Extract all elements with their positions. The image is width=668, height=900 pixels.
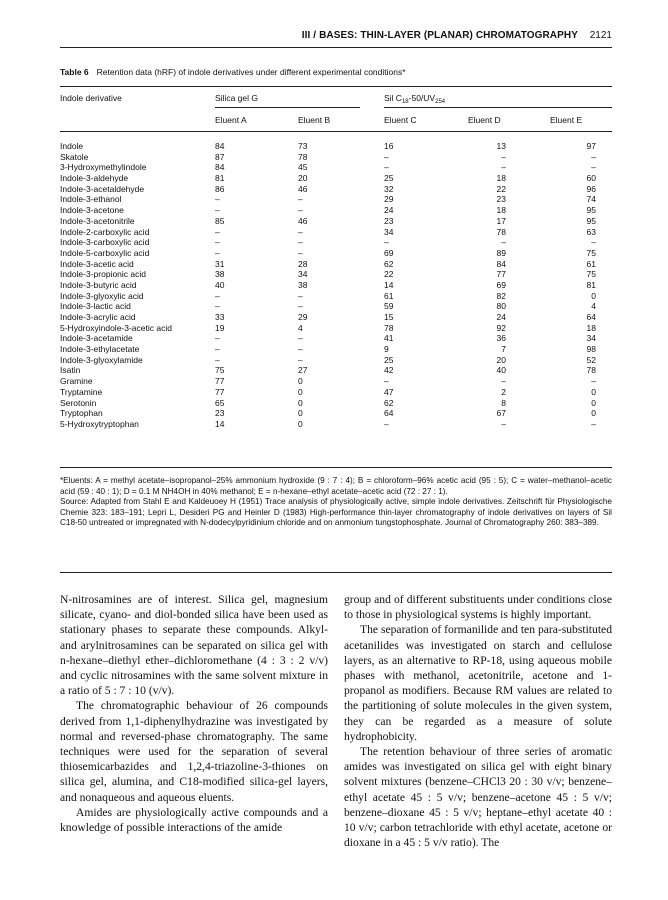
cell-eluent-d: 69: [496, 279, 506, 290]
cell-eluent-c: 25: [384, 173, 394, 184]
cell-eluent-d: 8: [501, 397, 506, 408]
table-row: [60, 398, 612, 409]
footnote-eluents: *Eluents: A = methyl acetate–isopropanol–25% ammonium hydroxide (9 : 7 : 4); B = chloroform–96% acetic acid (95 : 5); C = water–methanol–acetic acid (59 : 40 : 1); D = 0.1 M NH4OH in 40% methanol; E = n-hexane–ethyl acetate–acetic acid (72 : 27 : 1).: [60, 476, 612, 496]
cell-eluent-b: 73: [298, 141, 308, 151]
table-caption-text: Retention data (hRF) of indole derivatives under different experimental conditions*: [96, 67, 406, 77]
cell-eluent-b: 28: [298, 258, 308, 269]
cell-eluent-e: 0: [591, 290, 596, 301]
table-row: [60, 173, 612, 184]
cell-eluent-a: –: [215, 344, 220, 355]
table-row: [60, 312, 612, 323]
cell-eluent-e: 4: [591, 301, 596, 312]
running-header-title: III / BASES: THIN-LAYER (PLANAR) CHROMATOGRAPHY: [301, 30, 578, 41]
cell-eluent-a: 40: [215, 279, 225, 290]
cell-eluent-a: 86: [215, 183, 225, 194]
cell-eluent-a: 65: [215, 397, 225, 408]
cell-eluent-d: –: [501, 162, 506, 173]
cell-indole-name: Indole-3-aldehyde: [60, 173, 129, 184]
table-row: [60, 248, 612, 259]
cell-eluent-c: 32: [384, 183, 394, 194]
cell-eluent-b: 27: [298, 365, 308, 376]
cell-eluent-c: 64: [384, 408, 394, 419]
cell-eluent-e: 98: [586, 344, 596, 355]
cell-eluent-e: 0: [591, 397, 596, 408]
table-row: [60, 301, 612, 312]
cell-eluent-b: –: [298, 290, 303, 301]
cell-eluent-d: 23: [496, 194, 506, 205]
cell-eluent-b: –: [298, 237, 303, 248]
cell-eluent-a: –: [215, 290, 220, 301]
cell-indole-name: Indole-3-glyoxylic acid: [60, 290, 144, 301]
cell-eluent-a: 19: [215, 322, 225, 333]
cell-eluent-d: 40: [496, 365, 506, 376]
cell-indole-name: Indole-3-glyoxylamide: [60, 354, 143, 365]
table-row: [60, 227, 612, 238]
cell-eluent-a: 23: [215, 408, 225, 419]
cell-eluent-b: 0: [298, 418, 303, 429]
cell-eluent-e: 74: [586, 194, 596, 205]
cell-eluent-c: 78: [384, 322, 394, 333]
sil-prefix: Sil C: [384, 93, 402, 103]
paragraph: Amides are physiologically active compounds and a knowledge of possible interactions of the amide: [60, 805, 328, 835]
cell-eluent-b: 0: [298, 408, 303, 419]
sil-mid: -50/UV: [408, 93, 436, 103]
cell-eluent-a: –: [215, 205, 220, 216]
table-row: [60, 184, 612, 195]
cell-eluent-b: 38: [298, 279, 308, 290]
cell-eluent-e: –: [591, 162, 596, 173]
cell-eluent-e: –: [591, 237, 596, 248]
cell-indole-name: Serotonin: [60, 397, 97, 408]
sil-sub-18: 18: [401, 99, 409, 105]
cell-eluent-b: 45: [298, 162, 308, 173]
cell-eluent-b: 78: [298, 151, 308, 162]
cell-eluent-d: 22: [496, 183, 506, 194]
cell-eluent-e: 95: [586, 205, 596, 216]
cell-eluent-a: –: [215, 247, 220, 258]
cell-eluent-b: 46: [298, 215, 308, 226]
cell-eluent-d: 77: [496, 269, 506, 280]
cell-eluent-d: 7: [501, 344, 506, 355]
cell-eluent-e: 64: [586, 312, 596, 322]
cell-indole-name: Indole-3-propionic acid: [60, 269, 146, 280]
cell-eluent-c: 61: [384, 290, 394, 301]
cell-eluent-d: 92: [496, 322, 506, 333]
cell-eluent-c: 62: [384, 258, 394, 269]
col-header-eluent-b: Eluent B: [298, 115, 331, 125]
cell-eluent-e: –: [591, 418, 596, 429]
cell-eluent-d: –: [501, 237, 506, 248]
table-caption: [60, 67, 406, 77]
cell-eluent-c: 62: [384, 397, 394, 408]
cell-indole-name: Indole-3-acetaldehyde: [60, 183, 145, 194]
cell-indole-name: 5-Hydroxyindole-3-acetic acid: [60, 322, 172, 333]
cell-indole-name: Isatin: [60, 365, 81, 376]
cell-indole-name: Indole-2-carboxylic acid: [60, 226, 150, 237]
group-rule-sil: [384, 107, 612, 108]
cell-eluent-c: 41: [384, 333, 394, 344]
running-header: [60, 30, 612, 44]
cell-eluent-d: 82: [496, 290, 506, 301]
body-column-left: [60, 592, 328, 835]
table-row: [60, 376, 612, 387]
cell-eluent-e: 95: [586, 215, 596, 226]
col-group-sil-c18: [384, 93, 445, 105]
cell-eluent-e: 81: [586, 279, 596, 290]
cell-eluent-c: –: [384, 418, 389, 429]
cell-eluent-e: 78: [586, 365, 596, 376]
cell-eluent-b: 0: [298, 397, 303, 408]
cell-indole-name: Skatole: [60, 151, 89, 162]
cell-eluent-d: 80: [496, 301, 506, 312]
cell-eluent-d: 20: [496, 354, 506, 365]
cell-eluent-d: 17: [496, 215, 506, 226]
table-row: [60, 216, 612, 227]
cell-eluent-e: 75: [586, 247, 596, 258]
cell-eluent-d: 78: [496, 226, 506, 237]
cell-eluent-b: 0: [298, 376, 303, 387]
table-row: [60, 269, 612, 280]
cell-eluent-d: 18: [496, 173, 506, 184]
cell-eluent-c: 15: [384, 312, 394, 322]
cell-eluent-c: 23: [384, 215, 394, 226]
cell-eluent-a: 84: [215, 162, 225, 173]
cell-indole-name: Indole-3-acetone: [60, 205, 124, 216]
table-row: [60, 162, 612, 173]
cell-eluent-a: –: [215, 237, 220, 248]
sil-sub-254: 254: [435, 99, 446, 105]
cell-eluent-c: –: [384, 237, 389, 248]
cell-indole-name: Indole-3-ethanol: [60, 194, 122, 205]
cell-eluent-a: 77: [215, 376, 225, 387]
cell-eluent-a: 81: [215, 173, 225, 184]
table-body: [60, 141, 612, 430]
cell-eluent-a: –: [215, 226, 220, 237]
table-row: [60, 387, 612, 398]
cell-eluent-c: 25: [384, 354, 394, 365]
cell-indole-name: Indole-3-butyric acid: [60, 279, 137, 290]
table-bottom-rule: [60, 467, 612, 468]
table-row: [60, 259, 612, 270]
cell-indole-name: Gramine: [60, 376, 93, 387]
cell-eluent-b: –: [298, 301, 303, 312]
footnote-source: Source: Adapted from Stahl E and Kaldeuoey H (1951) Trace analysis of physiologically active, simple indole derivatives. Zeitschrift für Physiologische Chemie 323: 183–191; Lepri L, Desideri PG and Heinler D (1983) High-performance thin-layer chromatography of indole derivatives on layers of Sil C18-50 untreated or impregnated with N-dodecylpyridinium chloride and on anmonium tungstophosphate. Journal of Chromatography 260: 383–389.: [60, 497, 612, 528]
table-row: [60, 355, 612, 366]
page-number: 2121: [589, 30, 612, 41]
cell-eluent-d: –: [501, 418, 506, 429]
cell-eluent-b: 29: [298, 312, 308, 322]
table-row: [60, 141, 612, 152]
table-row: [60, 408, 612, 419]
table-row: [60, 333, 612, 344]
cell-eluent-e: 0: [591, 408, 596, 419]
table-row: [60, 194, 612, 205]
notes-bottom-rule: [60, 572, 612, 573]
cell-eluent-b: –: [298, 205, 303, 216]
col-header-eluent-a: Eluent A: [215, 115, 247, 125]
cell-eluent-d: –: [501, 376, 506, 387]
cell-indole-name: Tryptophan: [60, 408, 103, 419]
cell-eluent-e: 75: [586, 269, 596, 280]
table-footnotes: [60, 476, 612, 529]
cell-eluent-e: –: [591, 376, 596, 387]
cell-indole-name: Indole-3-carboxylic acid: [60, 237, 150, 248]
cell-indole-name: 3-Hydroxymethylindole: [60, 162, 147, 173]
paragraph: The separation of formanilide and ten para-substituted acetanilides was investigated on starch and cellulose layers, as an alternative to RP-18, using aqueous mobile phases with methanol, acetonitrile, acetone and 1-propanol as modifiers. Because RM values are related to the partitioning of solute molecules in the given system, they can be regarded as a measure of solute hydrophobicity.: [344, 623, 612, 743]
cell-eluent-b: 0: [298, 386, 303, 397]
cell-eluent-e: 97: [586, 141, 596, 151]
cell-indole-name: Indole-3-acrylic acid: [60, 312, 136, 322]
cell-eluent-a: 38: [215, 269, 225, 280]
table-header-rule: [60, 131, 612, 132]
cell-indole-name: Tryptamine: [60, 386, 103, 397]
cell-indole-name: Indole-3-ethylacetate: [60, 344, 140, 355]
cell-eluent-c: 22: [384, 269, 394, 280]
col-group-silica: Silica gel G: [215, 93, 258, 103]
cell-eluent-c: 9: [384, 344, 389, 355]
cell-eluent-c: 14: [384, 279, 394, 290]
cell-indole-name: Indole-3-lactic acid: [60, 301, 131, 312]
cell-eluent-b: 34: [298, 269, 308, 280]
table-label: Table 6: [60, 67, 89, 77]
cell-eluent-e: 18: [586, 322, 596, 333]
cell-eluent-a: 14: [215, 418, 225, 429]
cell-eluent-e: 52: [586, 354, 596, 365]
cell-eluent-a: 87: [215, 151, 225, 162]
table-row: [60, 205, 612, 216]
group-rule-silica: [215, 107, 360, 108]
cell-eluent-c: 59: [384, 301, 394, 312]
cell-eluent-c: 69: [384, 247, 394, 258]
col-header-indole: Indole derivative: [60, 93, 122, 103]
table-row: [60, 365, 612, 376]
cell-eluent-c: 24: [384, 205, 394, 216]
paragraph: The chromatographic behaviour of 26 compounds derived from 1,1-diphenylhydrazine was investigated by normal and reversed-phase chromatography. The same techniques were used for the separation of several thiosemicarbazides and 1,2,4-triazoline-3-thiones on silica gel, alumina, and C18-modified silica-gel layers, and nonaqueous and aqueous eluents.: [60, 699, 328, 804]
cell-eluent-e: 0: [591, 386, 596, 397]
cell-eluent-a: 31: [215, 258, 225, 269]
col-header-eluent-c: Eluent C: [384, 115, 417, 125]
cell-eluent-a: –: [215, 354, 220, 365]
cell-eluent-d: 18: [496, 205, 506, 216]
cell-eluent-b: 20: [298, 173, 308, 184]
cell-eluent-c: 47: [384, 386, 394, 397]
cell-eluent-a: 84: [215, 141, 225, 151]
cell-eluent-b: –: [298, 247, 303, 258]
table-row: [60, 419, 612, 430]
cell-eluent-e: 63: [586, 226, 596, 237]
cell-eluent-c: 34: [384, 226, 394, 237]
table-top-rule: [60, 86, 612, 87]
paragraph: N-nitrosamines are of interest. Silica gel, magnesium silicate, cyano- and diol-bonded silica have been used as stationary phases to separate these compounds. Alkyl- and arylnitrosamines can be separated on silica gel with n-hexane–diethyl ether–dichloromethane (4 : 3 : 2 v/v) and cyclic nitrosamines with the same solvent mixture in a ratio of 5 : 7 : 10 (v/v).: [60, 593, 328, 698]
cell-eluent-e: 60: [586, 173, 596, 184]
cell-eluent-c: –: [384, 151, 389, 162]
table-row: [60, 323, 612, 334]
cell-eluent-a: 75: [215, 365, 225, 376]
cell-eluent-b: –: [298, 194, 303, 205]
paragraph: The retention behaviour of three series of aromatic amides was investigated on silica gel with eight binary solvent mixtures (benzene–CHCl3 20 : 30 v/v; benzene–ethyl acetate 45 : 5 v/v; benzene–acetone 45 : 5 v/v; benzene–dioxane 45 : 5 v/v; heptane–ethyl acetate 40 : 10 v/v; carbon tetrachloride with ethyl acetate, acetone or dioxane in a 45 : 5 v/v ratio). The: [344, 745, 612, 850]
cell-eluent-c: 29: [384, 194, 394, 205]
cell-eluent-d: 13: [496, 141, 506, 151]
cell-eluent-b: –: [298, 226, 303, 237]
cell-indole-name: Indole-3-acetic acid: [60, 258, 134, 269]
cell-eluent-a: –: [215, 301, 220, 312]
cell-eluent-d: 67: [496, 408, 506, 419]
table-row: [60, 152, 612, 163]
header-rule: [60, 47, 612, 48]
table-row: [60, 291, 612, 302]
cell-eluent-c: –: [384, 376, 389, 387]
cell-eluent-d: 2: [501, 386, 506, 397]
paragraph: group and of different substituents under conditions close to those in physiological systems is highly important.: [344, 593, 612, 622]
table-row: [60, 237, 612, 248]
cell-indole-name: Indole-3-acetamide: [60, 333, 133, 344]
cell-eluent-b: 46: [298, 183, 308, 194]
cell-eluent-b: –: [298, 333, 303, 344]
cell-eluent-c: –: [384, 162, 389, 173]
table-row: [60, 344, 612, 355]
cell-eluent-e: 96: [586, 183, 596, 194]
cell-eluent-b: –: [298, 344, 303, 355]
col-header-eluent-d: Eluent D: [468, 115, 501, 125]
cell-eluent-e: 61: [586, 258, 596, 269]
cell-eluent-d: 84: [496, 258, 506, 269]
cell-eluent-a: 77: [215, 386, 225, 397]
cell-eluent-a: –: [215, 194, 220, 205]
cell-eluent-b: 4: [298, 322, 303, 333]
cell-indole-name: Indole-5-carboxylic acid: [60, 247, 150, 258]
cell-eluent-b: –: [298, 354, 303, 365]
cell-eluent-a: –: [215, 333, 220, 344]
cell-indole-name: 5-Hydroxytryptophan: [60, 418, 139, 429]
cell-eluent-e: –: [591, 151, 596, 162]
cell-indole-name: Indole: [60, 141, 84, 151]
cell-indole-name: Indole-3-acetonitrile: [60, 215, 135, 226]
body-column-right: [344, 592, 612, 850]
col-header-eluent-e: Eluent E: [550, 115, 583, 125]
cell-eluent-e: 34: [586, 333, 596, 344]
cell-eluent-a: 33: [215, 312, 225, 322]
cell-eluent-a: 85: [215, 215, 225, 226]
cell-eluent-c: 16: [384, 141, 394, 151]
cell-eluent-d: 36: [496, 333, 506, 344]
cell-eluent-d: 89: [496, 247, 506, 258]
cell-eluent-d: –: [501, 151, 506, 162]
table-row: [60, 280, 612, 291]
cell-eluent-d: 24: [496, 312, 506, 322]
cell-eluent-c: 42: [384, 365, 394, 376]
